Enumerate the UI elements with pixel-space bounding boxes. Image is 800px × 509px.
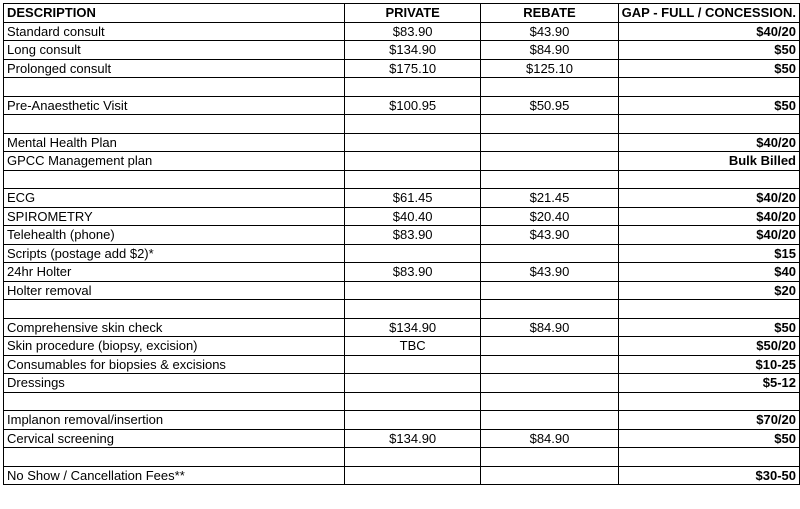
cell-private (344, 115, 480, 134)
cell-rebate (481, 392, 618, 411)
cell-private: $134.90 (344, 429, 480, 448)
cell-gap (618, 170, 799, 189)
table-row (4, 78, 800, 97)
cell-rebate (481, 374, 618, 393)
cell-rebate (481, 78, 618, 97)
cell-gap: $20 (618, 281, 799, 300)
table-row (4, 281, 800, 300)
cell-private: $83.90 (344, 226, 480, 245)
cell-rebate (481, 448, 618, 467)
cell-gap: $70/20 (618, 411, 799, 430)
cell-rebate: $84.90 (481, 318, 618, 337)
cell-description: Telehealth (phone) (4, 226, 345, 245)
cell-private (344, 152, 480, 171)
cell-rebate (481, 300, 618, 319)
cell-description: GPCC Management plan (4, 152, 345, 171)
table-row (4, 59, 800, 78)
cell-description: Pre-Anaesthetic Visit (4, 96, 345, 115)
cell-gap: $50/20 (618, 337, 799, 356)
cell-description: Dressings (4, 374, 345, 393)
table-row (4, 152, 800, 171)
cell-rebate: $84.90 (481, 41, 618, 60)
cell-gap (618, 78, 799, 97)
cell-description: Comprehensive skin check (4, 318, 345, 337)
cell-gap (618, 448, 799, 467)
cell-description (4, 392, 345, 411)
cell-private: TBC (344, 337, 480, 356)
table-row (4, 411, 800, 430)
cell-gap (618, 392, 799, 411)
cell-private (344, 170, 480, 189)
cell-gap: $40/20 (618, 133, 799, 152)
cell-gap: $40 (618, 263, 799, 282)
cell-rebate: $21.45 (481, 189, 618, 208)
cell-description: Prolonged consult (4, 59, 345, 78)
cell-rebate (481, 133, 618, 152)
cell-description: Mental Health Plan (4, 133, 345, 152)
cell-gap (618, 115, 799, 134)
table-row (4, 207, 800, 226)
cell-description: Long consult (4, 41, 345, 60)
cell-rebate: $125.10 (481, 59, 618, 78)
table-row (4, 115, 800, 134)
cell-description: Standard consult (4, 22, 345, 41)
cell-gap: $40/20 (618, 207, 799, 226)
cell-gap: $15 (618, 244, 799, 263)
cell-rebate: $20.40 (481, 207, 618, 226)
table-row (4, 263, 800, 282)
cell-description: Skin procedure (biopsy, excision) (4, 337, 345, 356)
cell-description (4, 115, 345, 134)
cell-rebate: $84.90 (481, 429, 618, 448)
cell-gap (618, 300, 799, 319)
fee-schedule-table (3, 3, 800, 485)
table-row (4, 22, 800, 41)
header-gap: GAP - FULL / CONCESSION. (618, 4, 799, 23)
cell-rebate (481, 281, 618, 300)
table-row (4, 466, 800, 485)
cell-private: $61.45 (344, 189, 480, 208)
cell-rebate: $43.90 (481, 226, 618, 245)
cell-description: ECG (4, 189, 345, 208)
cell-rebate (481, 244, 618, 263)
cell-gap: $5-12 (618, 374, 799, 393)
table-row (4, 429, 800, 448)
cell-description: Consumables for biopsies & excisions (4, 355, 345, 374)
cell-private: $83.90 (344, 22, 480, 41)
cell-gap: $50 (618, 318, 799, 337)
cell-gap: Bulk Billed (618, 152, 799, 171)
cell-private (344, 244, 480, 263)
cell-gap: $10-25 (618, 355, 799, 374)
table-row (4, 318, 800, 337)
cell-description: SPIROMETRY (4, 207, 345, 226)
cell-private: $83.90 (344, 263, 480, 282)
cell-description: Cervical screening (4, 429, 345, 448)
cell-private (344, 374, 480, 393)
cell-rebate (481, 411, 618, 430)
header-row (4, 4, 800, 23)
cell-gap: $40/20 (618, 189, 799, 208)
cell-private: $134.90 (344, 318, 480, 337)
cell-rebate: $43.90 (481, 22, 618, 41)
table-row (4, 300, 800, 319)
header-rebate: REBATE (481, 4, 618, 23)
table-row (4, 337, 800, 356)
cell-rebate (481, 115, 618, 134)
table-row (4, 189, 800, 208)
table-row (4, 133, 800, 152)
cell-private (344, 78, 480, 97)
table-row (4, 226, 800, 245)
cell-description (4, 78, 345, 97)
cell-rebate (481, 355, 618, 374)
cell-private (344, 411, 480, 430)
table-row (4, 392, 800, 411)
cell-gap: $50 (618, 96, 799, 115)
cell-rebate: $43.90 (481, 263, 618, 282)
cell-gap: $50 (618, 59, 799, 78)
cell-gap: $50 (618, 429, 799, 448)
cell-private (344, 355, 480, 374)
table-row (4, 355, 800, 374)
cell-rebate (481, 337, 618, 356)
header-private: PRIVATE (344, 4, 480, 23)
cell-private (344, 281, 480, 300)
cell-private (344, 448, 480, 467)
table-row (4, 374, 800, 393)
cell-rebate (481, 152, 618, 171)
cell-rebate (481, 466, 618, 485)
cell-private: $175.10 (344, 59, 480, 78)
cell-description (4, 300, 345, 319)
cell-gap: $40/20 (618, 226, 799, 245)
cell-private: $134.90 (344, 41, 480, 60)
cell-gap: $30-50 (618, 466, 799, 485)
cell-gap: $40/20 (618, 22, 799, 41)
cell-private: $100.95 (344, 96, 480, 115)
table-row (4, 41, 800, 60)
cell-description: 24hr Holter (4, 263, 345, 282)
cell-description (4, 448, 345, 467)
table-row (4, 448, 800, 467)
cell-description (4, 170, 345, 189)
cell-description: Implanon removal/insertion (4, 411, 345, 430)
table-row (4, 244, 800, 263)
table-row (4, 170, 800, 189)
cell-rebate (481, 170, 618, 189)
header-description: DESCRIPTION (4, 4, 345, 23)
cell-rebate: $50.95 (481, 96, 618, 115)
cell-description: Holter removal (4, 281, 345, 300)
cell-description: No Show / Cancellation Fees** (4, 466, 345, 485)
cell-private (344, 392, 480, 411)
cell-private (344, 466, 480, 485)
cell-private (344, 133, 480, 152)
table-row (4, 96, 800, 115)
cell-gap: $50 (618, 41, 799, 60)
cell-description: Scripts (postage add $2)* (4, 244, 345, 263)
cell-private (344, 300, 480, 319)
cell-private: $40.40 (344, 207, 480, 226)
